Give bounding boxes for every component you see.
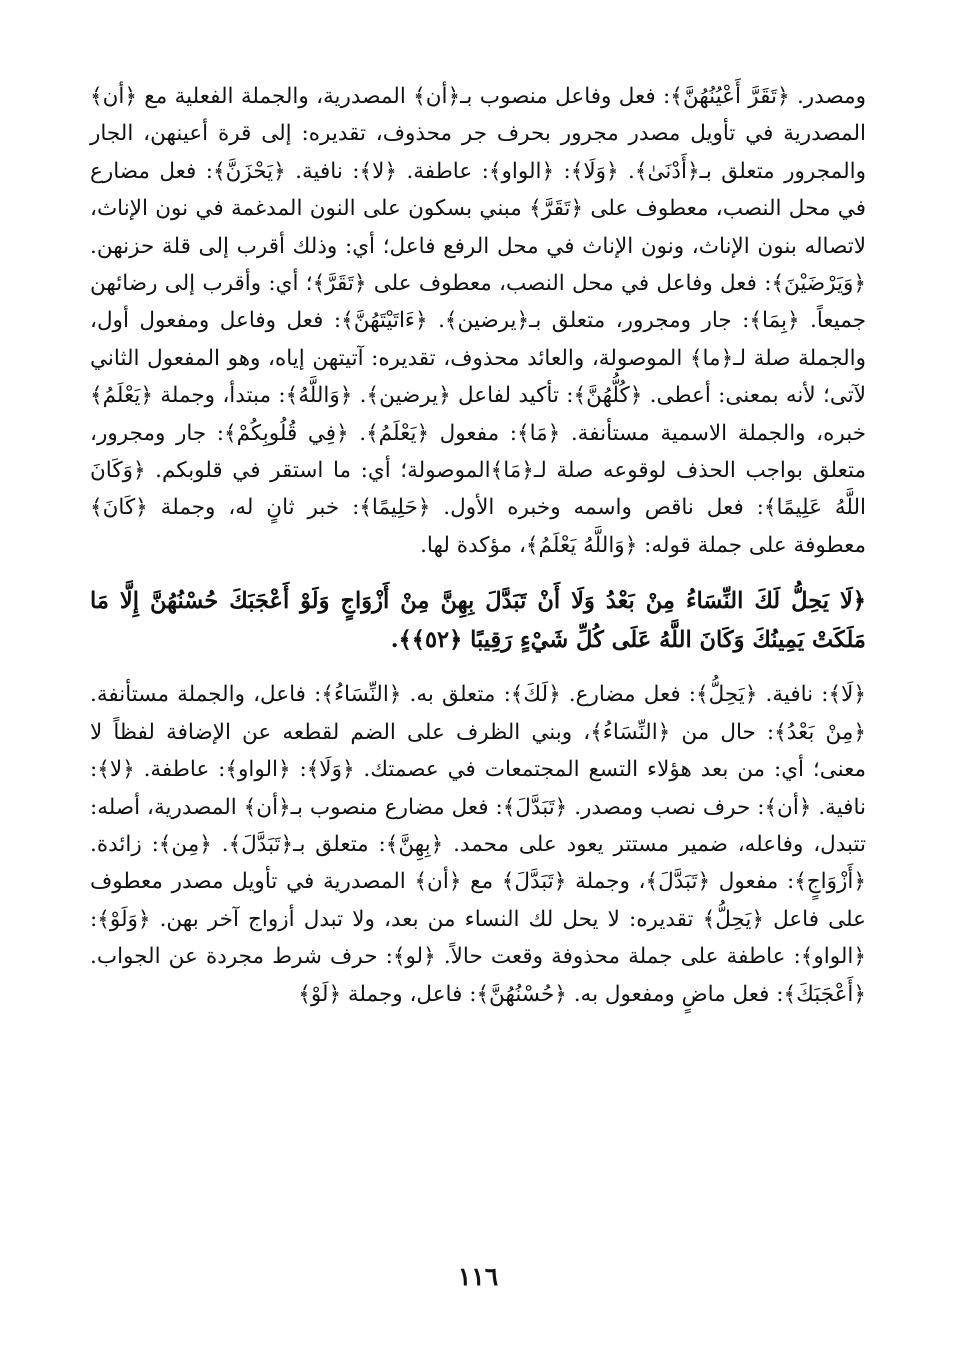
page-body (90, 78, 866, 1013)
commentary-paragraph-1: ومصدر. ﴿تَقَرَّ أَعْيُنُهُنَّ﴾: فعل وفاعل منصوب بـ﴿أن﴾ المصدرية، والجملة الفعلية مع ﴿أن﴾ المصدرية في تأويل مصدر مجرور بحرف جر محذوف، تقديره: إلى قرة أعينهن، الجار والمجرور متعلق بـ﴿أَدْنَىٰ﴾. ﴿وَلَا﴾: ﴿الواو﴾: عاطفة. ﴿لا﴾: نافية. ﴿يَحْزَنَّ﴾: فعل مضارع في محل النصب، معطوف على ﴿تَقَرَّ﴾ مبني بسكون على النون المدغمة في نون الإناث، لاتصاله بنون الإناث، ونون الإناث في محل الرفع فاعل؛ أي: وذلك أقرب إلى قلة حزنهن. ﴿وَيَرْضَيْنَ﴾: فعل وفاعل في محل النصب، معطوف على ﴿تَقَرَّ﴾؛ أي: وأقرب إلى رضائهن جميعاً. ﴿بِمَا﴾: جار ومجرور، متعلق بـ﴿يرضين﴾. ﴿ءَاتَيْتَهُنَّ﴾: فعل وفاعل ومفعول أول، والجملة صلة لـ﴿ما﴾ الموصولة، والعائد محذوف، تقديره: آتيتهن إياه، وهو المفعول الثاني لآتى؛ لأنه بمعنى: أعطى. ﴿كُلُّهُنَّ﴾: تأكيد لفاعل ﴿يرضين﴾. ﴿وَاللَّهُ﴾: مبتدأ، وجملة ﴿يَعْلَمُ﴾ خبره، والجملة الاسمية مستأنفة. ﴿مَا﴾: مفعول ﴿يَعْلَمُ﴾. ﴿فِي قُلُوبِكُمْ﴾: جار ومجرور، متعلق بواجب الحذف لوقوعه صلة لـ﴿مَا﴾الموصولة؛ أي: ما استقر في قلوبكم. ﴿وَكَانَ اللَّهُ عَلِيمًا﴾: فعل ناقص واسمه وخبره الأول. ﴿حَلِيمًا﴾: خبر ثانٍ له، وجملة ﴿كَانَ﴾ معطوفة على جملة قوله: ﴿وَاللَّهُ يَعْلَمُ﴾، مؤكدة لها. (90, 84, 866, 558)
quran-verse: ﴿لَا يَحِلُّ لَكَ النِّسَاءُ مِنْ بَعْدُ وَلَا أَنْ تَبَدَّلَ بِهِنَّ مِنْ أَزْوَاجٍ وَلَوْ أَعْجَبَكَ حُسْنُهُنَّ إِلَّا مَا مَلَكَتْ يَمِينُكَ وَكَانَ اللَّهُ عَلَى كُلِّ شَيْءٍ رَقِيبًا ﴿٥٢﴾﴾. (90, 588, 866, 654)
commentary-paragraph-2: ﴿لَا﴾: نافية. ﴿يَحِلُّ﴾: فعل مضارع. ﴿لَكَ﴾: متعلق به. ﴿النِّسَاءُ﴾: فاعل، والجملة مستأنفة. ﴿مِنْ بَعْدُ﴾: حال من ﴿النِّسَاءُ﴾، وبني الظرف على الضم لقطعه عن الإضافة لفظاً لا معنى؛ أي: من بعد هؤلاء التسع المجتمعات في عصمتك. ﴿وَلَا﴾: ﴿الواو﴾: عاطفة. ﴿لا﴾: نافية. ﴿أن﴾: حرف نصب ومصدر. ﴿تَبَدَّلَ﴾: فعل مضارع منصوب بـ﴿أن﴾ المصدرية، أصله: تتبدل، وفاعله، ضمير مستتر يعود على محمد. ﴿بِهِنَّ﴾: متعلق بـ﴿تَبَدَّلَ﴾. ﴿مِن﴾: زائدة. ﴿أَزْوَاجٍ﴾: مفعول ﴿تَبَدَّلَ﴾، وجملة ﴿تَبَدَّلَ﴾ مع ﴿أن﴾ المصدرية في تأويل مصدر معطوف على فاعل ﴿يَحِلُّ﴾ تقديره: لا يحل لك النساء من بعد، ولا تبدل أزواج آخر بهن. ﴿وَلَوْ﴾: ﴿الواو﴾: عاطفة على جملة محذوفة وقعت حالاً. ﴿لو﴾: حرف شرط مجردة عن الجواب. ﴿أَعْجَبَكَ﴾: فعل ماضٍ ومفعول به. ﴿حُسْنُهُنَّ﴾: فاعل، وجملة ﴿لَوْ﴾ (90, 682, 866, 1007)
page-number: ١١٦ (457, 1262, 499, 1291)
